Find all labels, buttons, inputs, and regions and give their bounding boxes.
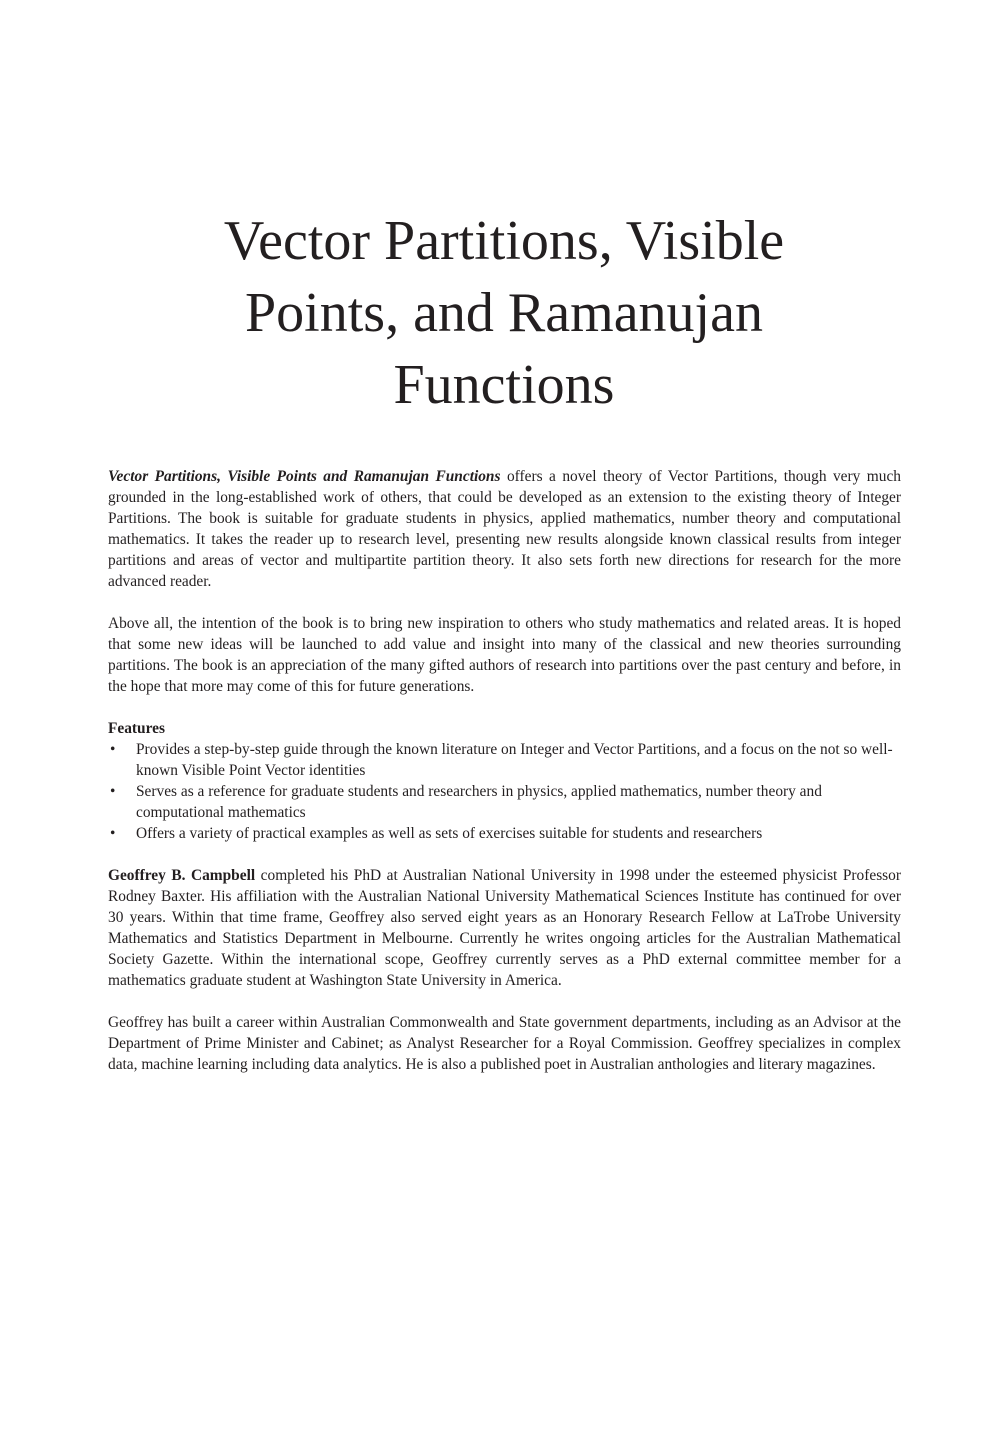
book-title (104, 205, 904, 421)
features-heading: Features (108, 720, 165, 737)
intention-paragraph: Above all, the intention of the book is to bring new inspiration to others who study mathematics and related areas. It is hoped that some new ideas will be launched to add value and insight into many of the classical and new theories surrounding partitions. The book is an appreciation of the many gifted authors of research into partitions over the past century and before, in the hope that more may come of this for future generations. (108, 615, 901, 695)
book-title-line-2: Points, and Ramanujan (245, 282, 763, 344)
bullet-icon: • (110, 783, 116, 800)
description-text: offers a novel theory of Vector Partitions, though very much grounded in the long-established work of others, that could be developed as an extension to the existing theory of Integer Partitions. The book is suitable for graduate students in physics, applied mathematics, number theory and computational mathematics. It takes the reader up to research level, presenting new results alongside known classical results from integer partitions and areas of vector and multipartite partition theory. It also sets forth new directions for research for the more advanced reader. (108, 468, 901, 590)
book-title-line-1: Vector Partitions, Visible (223, 210, 785, 272)
book-title-line-3: Functions (393, 354, 615, 416)
author-career-paragraph: Geoffrey has built a career within Australian Commonwealth and State government departments, including as an Advisor at the Department of Prime Minister and Cabinet; as Analyst Researcher for a Royal Commission. Geoffrey specializes in complex data, machine learning including data analytics. He is also a published poet in Australian anthologies and literary magazines. (108, 1014, 901, 1073)
feature-text: Provides a step-by-step guide through the known literature on Integer and Vector Partitions, and a focus on the not so well-known Visible Point Vector identities (136, 741, 893, 779)
feature-text: Offers a variety of practical examples as well as sets of exercises suitable for students and researchers (136, 825, 763, 842)
description-book-title: Vector Partitions, Visible Points and Ramanujan Functions (108, 468, 501, 485)
features-list (108, 739, 901, 844)
feature-item (108, 823, 901, 844)
feature-text: Serves as a reference for graduate students and researchers in physics, applied mathematics, number theory and computational mathematics (136, 783, 822, 821)
feature-item (108, 781, 901, 823)
author-bio-paragraph (108, 865, 901, 991)
bullet-icon: • (110, 825, 116, 842)
bullet-icon: • (110, 741, 116, 758)
cover-text (108, 466, 901, 1075)
description-paragraph (108, 466, 901, 592)
author-name: Geoffrey B. Campbell (108, 867, 256, 884)
feature-item (108, 739, 901, 781)
author-bio-text: completed his PhD at Australian National University in 1998 under the esteemed physicist Professor Rodney Baxter. His affiliation with the Australian National University Mathematical Sciences Institute has continued for over 30 years. Within that time frame, Geoffrey also served eight years as an Honorary Research Fellow at LaTrobe University Mathematics and Statistics Department in Melbourne. Currently he writes ongoing articles for the Australian Mathematical Society Gazette. Within the international scope, Geoffrey currently serves as a PhD external committee member for a mathematics graduate student at Washington State University in America. (108, 867, 901, 989)
